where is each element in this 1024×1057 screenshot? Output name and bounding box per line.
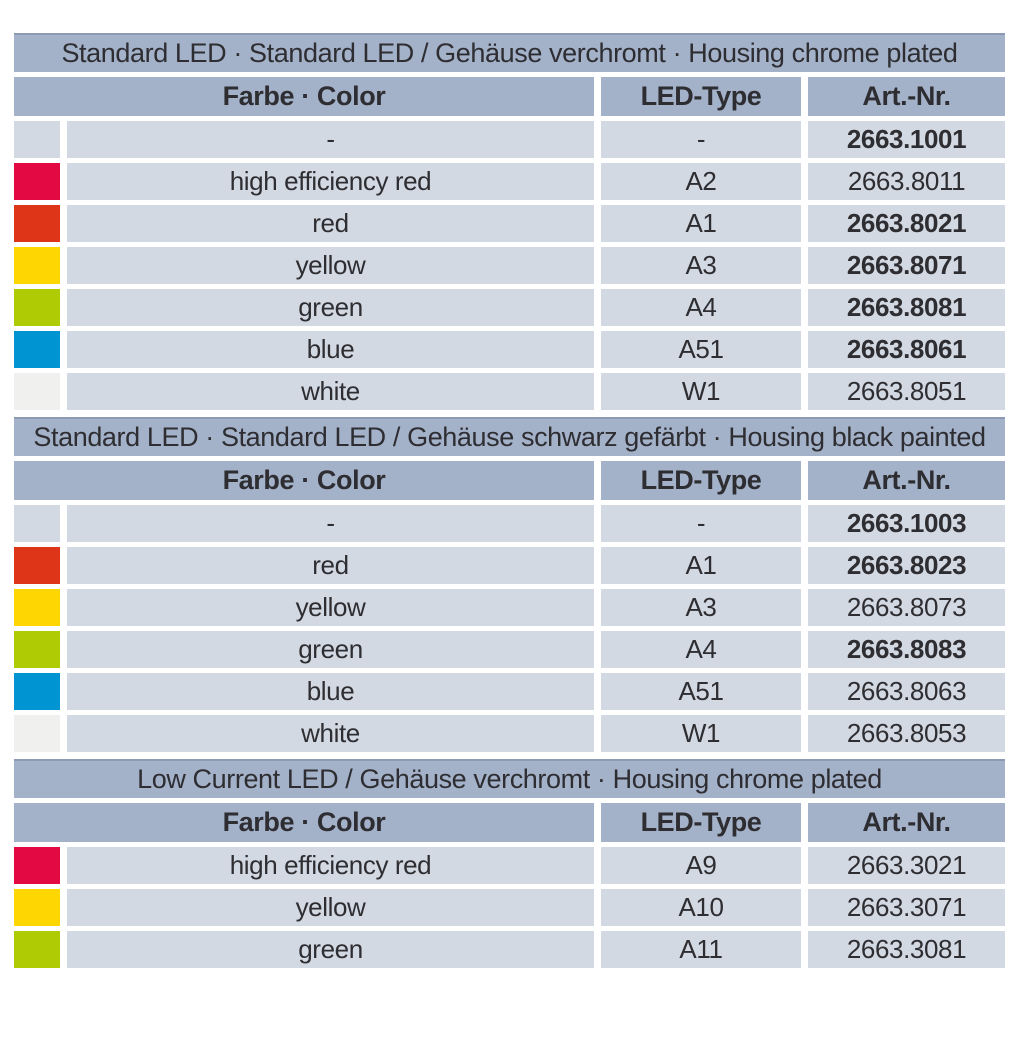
section-title: Low Current LED / Gehäuse verchromt · Housing chrome plated [14, 759, 1005, 798]
art-nr-value: 2663.8051 [808, 373, 1005, 410]
color-swatch [14, 631, 60, 668]
color-swatch [14, 247, 60, 284]
table-grid [14, 803, 1005, 968]
color-name: - [67, 505, 594, 542]
color-name: green [67, 931, 594, 968]
catalog-table-page [14, 33, 1005, 968]
art-nr-value: 2663.8071 [808, 247, 1005, 284]
led-type-value: - [601, 505, 801, 542]
led-type-value: W1 [601, 715, 801, 752]
color-name: high efficiency red [67, 847, 594, 884]
color-name: - [67, 121, 594, 158]
art-nr-value: 2663.8063 [808, 673, 1005, 710]
column-header-led-type: LED-Type [601, 803, 801, 842]
led-type-value: A11 [601, 931, 801, 968]
art-nr-value: 2663.1003 [808, 505, 1005, 542]
column-header-color: Farbe · Color [14, 77, 594, 116]
color-swatch [14, 847, 60, 884]
led-type-value: A3 [601, 589, 801, 626]
color-swatch [14, 205, 60, 242]
led-type-value: W1 [601, 373, 801, 410]
art-nr-value: 2663.3081 [808, 931, 1005, 968]
table-standard-led-black [14, 417, 1005, 752]
art-nr-value: 2663.8081 [808, 289, 1005, 326]
color-name: red [67, 205, 594, 242]
led-type-value: A4 [601, 289, 801, 326]
color-name: green [67, 631, 594, 668]
color-name: yellow [67, 589, 594, 626]
led-type-value: A10 [601, 889, 801, 926]
art-nr-value: 2663.8053 [808, 715, 1005, 752]
art-nr-value: 2663.8023 [808, 547, 1005, 584]
led-type-value: A51 [601, 673, 801, 710]
color-name: white [67, 373, 594, 410]
column-header-led-type: LED-Type [601, 77, 801, 116]
color-swatch [14, 889, 60, 926]
column-header-art-nr: Art.-Nr. [808, 77, 1005, 116]
art-nr-value: 2663.8011 [808, 163, 1005, 200]
led-type-value: A4 [601, 631, 801, 668]
led-type-value: A1 [601, 547, 801, 584]
color-swatch [14, 547, 60, 584]
column-header-art-nr: Art.-Nr. [808, 461, 1005, 500]
color-swatch [14, 163, 60, 200]
section-title: Standard LED · Standard LED / Gehäuse verchromt · Housing chrome plated [14, 33, 1005, 72]
led-type-value: A51 [601, 331, 801, 368]
color-name: high efficiency red [67, 163, 594, 200]
color-name: yellow [67, 247, 594, 284]
art-nr-value: 2663.8061 [808, 331, 1005, 368]
led-type-value: A2 [601, 163, 801, 200]
art-nr-value: 2663.8083 [808, 631, 1005, 668]
table-standard-led-chrome [14, 33, 1005, 410]
table-grid [14, 77, 1005, 410]
color-swatch [14, 673, 60, 710]
color-name: blue [67, 331, 594, 368]
column-header-art-nr: Art.-Nr. [808, 803, 1005, 842]
color-name: yellow [67, 889, 594, 926]
art-nr-value: 2663.8073 [808, 589, 1005, 626]
color-swatch [14, 373, 60, 410]
led-type-value: A9 [601, 847, 801, 884]
led-type-value: A3 [601, 247, 801, 284]
art-nr-value: 2663.8021 [808, 205, 1005, 242]
table-grid [14, 461, 1005, 752]
color-swatch [14, 331, 60, 368]
color-swatch [14, 931, 60, 968]
column-header-color: Farbe · Color [14, 461, 594, 500]
led-type-value: A1 [601, 205, 801, 242]
color-name: red [67, 547, 594, 584]
art-nr-value: 2663.3071 [808, 889, 1005, 926]
color-swatch [14, 715, 60, 752]
art-nr-value: 2663.3021 [808, 847, 1005, 884]
color-name: green [67, 289, 594, 326]
led-type-value: - [601, 121, 801, 158]
color-name: white [67, 715, 594, 752]
color-swatch [14, 589, 60, 626]
section-title: Standard LED · Standard LED / Gehäuse schwarz gefärbt · Housing black painted [14, 417, 1005, 456]
color-swatch [14, 289, 60, 326]
color-swatch-empty [14, 505, 60, 542]
art-nr-value: 2663.1001 [808, 121, 1005, 158]
color-swatch-empty [14, 121, 60, 158]
table-low-current-led-chrome [14, 759, 1005, 968]
color-name: blue [67, 673, 594, 710]
column-header-color: Farbe · Color [14, 803, 594, 842]
column-header-led-type: LED-Type [601, 461, 801, 500]
